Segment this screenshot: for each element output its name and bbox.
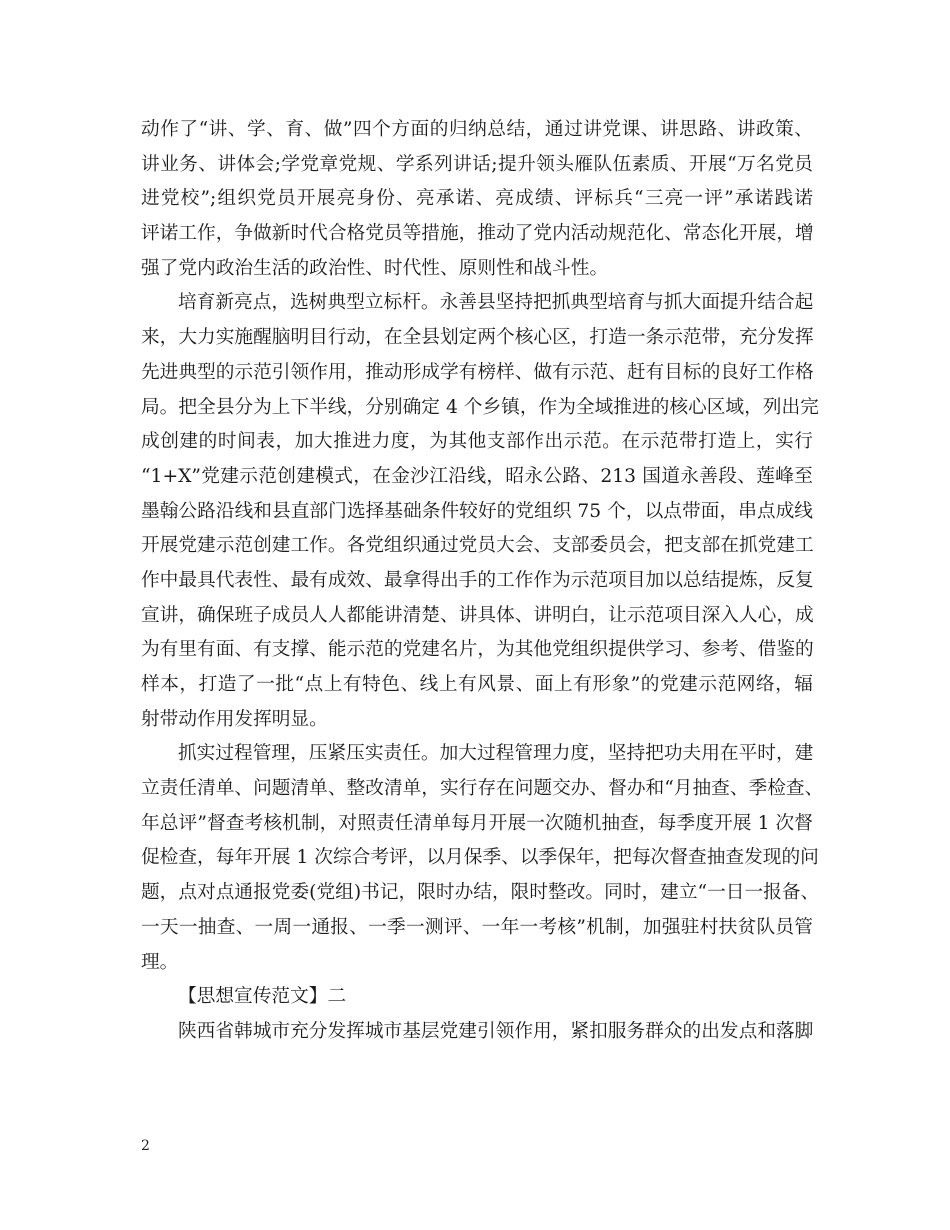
text-line: 一天一抽查、一周一通报、一季一测评、一年一考核”机制，加强驻村扶贫队员管	[141, 916, 813, 938]
text-line: 来，大力实施醒脑明目行动，在全县划定两个核心区，打造一条示范带，充分发挥	[141, 327, 814, 349]
text-line: 促检查，每年开展 1 次综合考评，以月保季、以季保年，把每次督查抽查发现的问	[141, 847, 819, 869]
text-line: 年总评”督查考核机制，对照责任清单每月开展一次随机抽查，每季度开展 1 次督	[141, 812, 813, 834]
paragraph	[141, 113, 813, 286]
page-number: 2	[141, 1138, 150, 1154]
paragraph	[141, 737, 824, 980]
text-line: 墨翰公路沿线和县直部门选择基础条件较好的党组织 75 个，以点带面，串点成线	[141, 500, 813, 522]
paragraph	[141, 1015, 813, 1050]
text-line: 讲业务、讲体会;学党章党规、学系列讲话;提升领头雁队伍素质、开展“万名党员	[141, 153, 813, 175]
text-line: 局。把全县分为上下半线，分别确定 4 个乡镇，作为全域推进的核心区域，列出完	[141, 396, 819, 418]
text-line: 立责任清单、问题清单、整改清单，实行存在问题交办、督办和“月抽查、季检查、	[141, 778, 824, 800]
text-line: 题，点对点通报党委(党组)书记，限时办结，限时整改。同时，建立“一日一报备、	[141, 882, 820, 904]
text-line: 进党校”;组织党员开展亮身份、亮承诺、亮成绩、评标兵“三亮一评”承诺践诺	[141, 188, 813, 210]
text-line: 陕西省韩城市充分发挥城市基层党建引领作用，紧扣服务群众的出发点和落脚	[178, 1020, 814, 1042]
text-line: 宣讲，确保班子成员人人都能讲清楚、讲具体、讲明白，让示范项目深入人心，成	[141, 604, 814, 626]
text-line: “1+X”党建示范创建模式，在金沙江沿线，昭永公路、213 国道永善段、莲峰至	[141, 465, 813, 487]
text-line: 射带动作用发挥明显。	[141, 708, 328, 730]
paragraph	[141, 286, 819, 737]
text-line: 样本，打造了一批“点上有特色、线上有风景、面上有形象”的党建示范网络，辐	[141, 674, 813, 695]
text-line: 【思想宣传范文】二	[178, 986, 347, 1008]
text-line: 评诺工作，争做新时代合格党员等措施，推动了党内活动规范化、常态化开展，增	[141, 223, 814, 245]
text-line: 抓实过程管理，压紧压实责任。加大过程管理力度，坚持把功夫用在平时，建	[178, 743, 814, 765]
text-line: 理。	[141, 951, 179, 973]
text-line: 先进典型的示范引领作用，推动形成学有榜样、做有示范、赶有目标的良好工作格	[141, 361, 814, 383]
text-line: 作中最具代表性、最有成效、最拿得出手的工作作为示范项目加以总结提炼，反复	[141, 569, 814, 591]
text-line: 培育新亮点，选树典型立标杆。永善县坚持把抓典型培育与抓大面提升结合起	[178, 292, 814, 314]
text-line: 动作了“讲、学、育、做”四个方面的归纳总结，通过讲党课、讲思路、讲政策、	[141, 119, 813, 140]
text-line: 开展党建示范创建工作。各党组织通过党员大会、支部委员会，把支部在抓党建工	[141, 535, 814, 557]
paragraph	[141, 980, 813, 1015]
document-body	[141, 113, 824, 1050]
text-line: 成创建的时间表，加大推进力度，为其他支部作出示范。在示范带打造上，实行	[141, 431, 813, 453]
text-line: 为有里有面、有支撑、能示范的党建名片，为其他党组织提供学习、参考、借鉴的	[141, 639, 814, 661]
text-line: 强了党内政治生活的政治性、时代性、原则性和战斗性。	[141, 257, 609, 279]
